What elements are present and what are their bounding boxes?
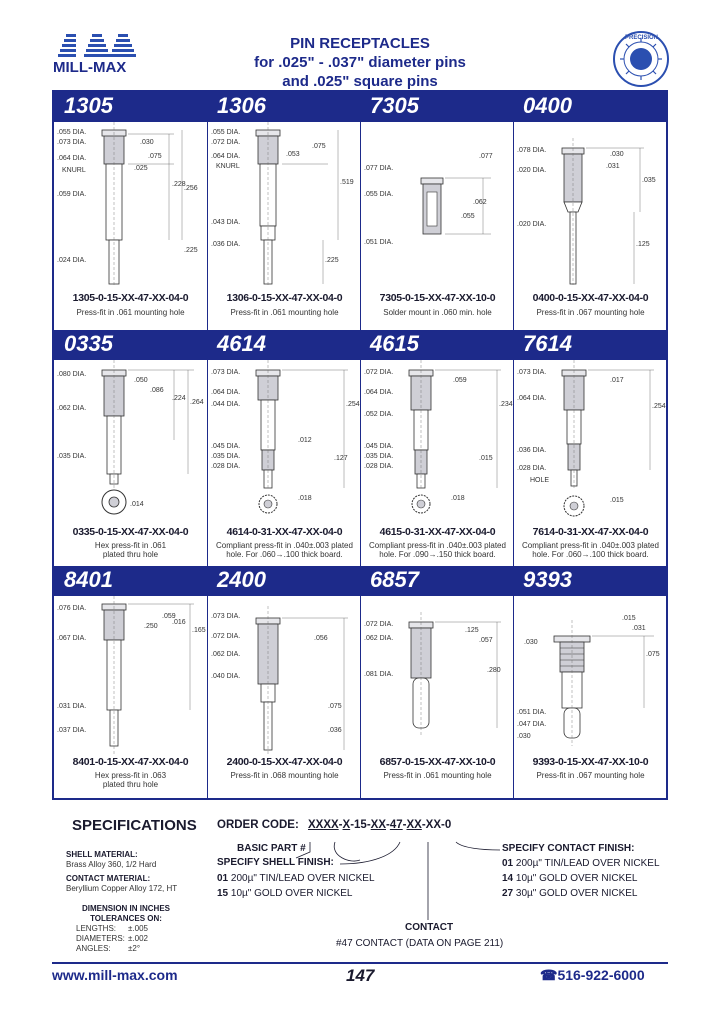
drawing-8401 (54, 596, 207, 759)
dim-label: .024 DIA. (57, 257, 87, 264)
series-label: 7614 (523, 331, 572, 356)
dim-label: .062 DIA. (364, 635, 394, 642)
dim-label: .045 DIA. (211, 443, 241, 450)
product-cell-1305 (54, 122, 207, 330)
dim-label: .040 DIA. (211, 673, 241, 680)
dim-label: .064 DIA. (211, 389, 241, 396)
dim-label: HOLE (530, 477, 550, 484)
series-label: 0335 (64, 331, 113, 356)
option-text: 200µ" TIN/LEAD OVER NICKEL (230, 873, 375, 884)
dim-label: .015 (610, 497, 624, 504)
code-part: 15 (354, 819, 367, 831)
dim-label: .020 DIA. (517, 221, 547, 228)
part-description: Press-fit in .061 mounting hole (230, 308, 339, 317)
option-code: 01 (502, 858, 514, 869)
dim-label: .015 (622, 615, 636, 622)
contact-option (502, 873, 637, 884)
option-text: 10µ" GOLD OVER NICKEL (515, 873, 638, 884)
option-text: 200µ" TIN/LEAD OVER NICKEL (515, 858, 660, 869)
code-part: XX (406, 819, 422, 831)
part-description-line: hole. For .060→.100 thick board. (532, 550, 649, 559)
series-label: 1306 (217, 93, 266, 118)
dim-label: .075 (646, 651, 660, 658)
contact-option (502, 858, 660, 869)
part-number: 0400-0-15-XX-47-XX-04-0 (532, 292, 649, 304)
precision-seal (612, 30, 670, 88)
dim-label: .062 DIA. (57, 405, 87, 412)
shell-material-label: SHELL MATERIAL: (66, 850, 138, 859)
option-code: 01 (217, 873, 229, 884)
series-label: 2400 (217, 567, 266, 592)
part-number: 7614-0-31-XX-47-XX-04-0 (532, 526, 649, 538)
dim-label: .165 (192, 627, 206, 634)
contact-note: #47 CONTACT (DATA ON PAGE 211) (336, 938, 504, 949)
dim-label: .078 DIA. (517, 147, 547, 154)
part-description: Press-fit in .068 mounting hole (230, 771, 339, 780)
dim-label: .043 DIA. (211, 219, 241, 226)
dim-label: .076 DIA. (57, 605, 87, 612)
dimension-label: DIMENSION IN INCHES (81, 904, 170, 913)
dim-label: .264 (190, 399, 204, 406)
option-code: 27 (502, 888, 514, 899)
part-description-line: Compliant press-fit in .040±.003 plated (216, 541, 353, 550)
dim-label: .075 (312, 143, 326, 150)
dim-label: .059 DIA. (57, 191, 87, 198)
dim-label: .051 DIA. (364, 239, 394, 246)
part-description-line: plated thru hole (102, 780, 159, 789)
shell-finish-label: SPECIFY SHELL FINISH: (217, 857, 334, 868)
specifications-heading: SPECIFICATIONS (72, 817, 197, 834)
mill-max-logo (52, 30, 164, 80)
dim-label: .073 DIA. (211, 613, 241, 620)
tolerance-name: LENGTHS: (76, 924, 117, 933)
code-part: -XX (421, 819, 442, 831)
dim-label: .055 DIA. (211, 129, 241, 136)
dim-label: .047 DIA. (517, 721, 547, 728)
dim-label: .254 (652, 403, 666, 410)
order-code-label: ORDER CODE: (217, 819, 299, 831)
dim-label: .016 (172, 619, 186, 626)
part-number: 7305-0-15-XX-47-XX-10-0 (379, 292, 496, 304)
product-cell-4615 (360, 360, 513, 566)
dim-label: .052 DIA. (364, 411, 394, 418)
part-description: Press-fit in .067 mounting hole (536, 771, 645, 780)
dim-label: .028 DIA. (364, 463, 394, 470)
title-line-3: and .025" square pins (282, 73, 438, 90)
product-cell-7305 (360, 122, 513, 330)
series-label: 0400 (523, 93, 572, 118)
drawing-4614 (208, 360, 361, 523)
drawing-9393 (514, 596, 667, 759)
product-cell-9393 (513, 596, 666, 798)
dim-label: .025 (134, 165, 148, 172)
code-sep: - (402, 819, 407, 831)
contact-heading: CONTACT (405, 922, 454, 933)
part-description-line: hole. For .090→.150 thick board. (379, 550, 496, 559)
dim-label: .015 (479, 455, 493, 462)
series-band-row-3 (54, 566, 666, 596)
tolerance-value: ±2° (128, 944, 141, 953)
drawing-7305 (361, 122, 514, 285)
series-label: 1305 (64, 93, 113, 118)
dim-label: .254 (346, 401, 360, 408)
dim-label: .036 DIA. (517, 447, 547, 454)
code-part: 47 (389, 819, 403, 831)
dim-label: .020 DIA. (517, 167, 547, 174)
dim-label: .056 (314, 635, 328, 642)
series-label: 9393 (523, 567, 572, 592)
drawing-4615 (361, 360, 514, 523)
dim-label: .062 DIA. (211, 651, 241, 658)
tolerance-name: DIAMETERS: (76, 934, 125, 943)
drawing-6857 (361, 596, 514, 759)
dim-label: .225 (184, 247, 198, 254)
code-part: XXXX (307, 819, 339, 831)
series-band-row-2 (54, 330, 666, 360)
dim-label: .018 (298, 495, 312, 502)
part-description: Press-fit in .061 mounting hole (383, 771, 492, 780)
dim-label: .030 (140, 139, 154, 146)
tolerance-name: ANGLES: (76, 944, 111, 953)
part-description: Solder mount in .060 min. hole (383, 308, 492, 317)
phone-number: ☎516-922-6000 (540, 967, 645, 983)
title-line-1: PIN RECEPTACLES (290, 35, 430, 52)
product-cell-4614 (207, 360, 360, 566)
option-text: 30µ" GOLD OVER NICKEL (515, 888, 638, 899)
part-number: 9393-0-15-XX-47-XX-10-0 (532, 756, 649, 768)
part-description-line: Hex press-fit in .063 (94, 771, 167, 780)
dim-label: .045 DIA. (364, 443, 394, 450)
dim-label: .036 DIA. (211, 241, 241, 248)
dim-label: .051 DIA. (517, 709, 547, 716)
part-description: Press-fit in .067 mounting hole (536, 308, 645, 317)
dim-label: .073 DIA. (211, 369, 241, 376)
dim-label: .073 DIA. (57, 139, 87, 146)
dim-label: .055 DIA. (57, 129, 87, 136)
dim-label: .057 (479, 637, 493, 644)
dim-label: .035 DIA. (364, 453, 394, 460)
dim-label: .077 DIA. (364, 165, 394, 172)
part-number: 8401-0-15-XX-47-XX-04-0 (72, 756, 189, 768)
dim-label: .030 (517, 733, 531, 740)
part-number: 2400-0-15-XX-47-XX-04-0 (226, 756, 343, 768)
dim-label: .031 DIA. (57, 703, 87, 710)
dim-label: .234 (499, 401, 513, 408)
code-part: 0 (444, 819, 452, 831)
dim-label: .250 (144, 623, 158, 630)
series-label: 4614 (217, 331, 266, 356)
dim-label: KNURL (216, 163, 240, 170)
dim-label: .127 (334, 455, 348, 462)
dim-label: .055 (461, 213, 475, 220)
series-label: 8401 (64, 567, 113, 592)
dim-label: .062 (473, 199, 487, 206)
drawing-7614 (514, 360, 667, 523)
dim-label: .086 (150, 387, 164, 394)
dim-label: .072 DIA. (211, 633, 241, 640)
option-code: 15 (217, 888, 229, 899)
dim-label: .280 (487, 667, 501, 674)
dim-label: .256 (184, 185, 198, 192)
dim-label: .050 (134, 377, 148, 384)
dim-label: .055 DIA. (364, 191, 394, 198)
basic-part-label: BASIC PART # (237, 843, 306, 854)
product-cell-0335 (54, 360, 207, 566)
product-cell-7614 (513, 360, 666, 566)
drawing-1306 (208, 122, 361, 285)
dim-label: .072 DIA. (364, 621, 394, 628)
dim-label: .028 DIA. (517, 465, 547, 472)
code-part: XX (370, 819, 387, 831)
dim-label: .228 (172, 181, 186, 188)
dim-label: .064 DIA. (364, 389, 394, 396)
part-number: 4615-0-31-XX-47-XX-04-0 (379, 526, 496, 538)
dim-label: .064 DIA. (517, 395, 547, 402)
dim-label: .035 DIA. (211, 453, 241, 460)
logo-graphic (52, 30, 164, 80)
shell-option (217, 888, 352, 899)
series-label: 4615 (370, 331, 419, 356)
tolerance-value: ±.005 (128, 924, 148, 933)
dim-label: .031 (632, 625, 646, 632)
part-number: 1306-0-15-XX-47-XX-04-0 (226, 292, 343, 304)
product-cell-2400 (207, 596, 360, 798)
shell-material (66, 850, 156, 870)
dim-label: .075 (328, 703, 342, 710)
website-link[interactable]: www.mill-max.com (52, 967, 178, 983)
title-line-2: for .025" - .037" diameter pins (254, 54, 466, 71)
dim-label: .519 (340, 179, 354, 186)
dim-label: .017 (610, 377, 624, 384)
product-grid (52, 90, 668, 800)
drawing-2400 (208, 596, 361, 759)
code-sep: - (441, 819, 445, 831)
option-code: 14 (502, 873, 514, 884)
product-cell-1306 (207, 122, 360, 330)
tolerances (66, 904, 186, 954)
part-description: Press-fit in .061 mounting hole (76, 308, 185, 317)
part-number: 6857-0-15-XX-47-XX-10-0 (379, 756, 496, 768)
dim-label: .075 (148, 153, 162, 160)
drawing-1305 (54, 122, 207, 285)
dim-label: .125 (636, 241, 650, 248)
part-description-line: Compliant press-fit in .040±.003 plated (522, 541, 659, 550)
part-number: 0335-0-15-XX-47-XX-04-0 (72, 526, 189, 538)
series-label: 7305 (370, 93, 419, 118)
dim-label: .080 DIA. (57, 371, 87, 378)
drawing-0400 (514, 122, 667, 285)
dim-label: .081 DIA. (364, 671, 394, 678)
part-description-line: hole. For .060→.100 thick board. (226, 550, 343, 559)
code-sep: - (338, 819, 343, 831)
product-cell-6857 (360, 596, 513, 798)
code-sep: - (350, 819, 355, 831)
dim-label: .014 (130, 501, 144, 508)
shell-option (217, 873, 375, 884)
footer-rule (52, 962, 668, 964)
contact-option (502, 888, 637, 899)
product-cell-0400 (513, 122, 666, 330)
logo-wordmark: MILL-MAX (53, 59, 127, 76)
dim-label: .028 DIA. (211, 463, 241, 470)
dim-label: .224 (172, 395, 186, 402)
seal-text: PRECISION (625, 35, 659, 41)
option-text: 10µ" GOLD OVER NICKEL (230, 888, 353, 899)
code-sep: - (386, 819, 390, 831)
dim-label: .059 (162, 613, 176, 620)
dim-label: .037 DIA. (57, 727, 87, 734)
page-number: 147 (346, 966, 375, 985)
dim-label: .067 DIA. (57, 635, 87, 642)
code-part: X (342, 819, 351, 831)
dim-label: .064 DIA. (211, 153, 241, 160)
drawing-0335 (54, 360, 207, 523)
dim-label: .064 DIA. (57, 155, 87, 162)
shell-material-value: Brass Alloy 360, 1/2 Hard (66, 860, 157, 869)
contact-material (66, 874, 177, 894)
tolerance-value: ±.002 (128, 934, 148, 943)
dim-label: .053 (286, 151, 300, 158)
part-number: 4614-0-31-XX-47-XX-04-0 (226, 526, 343, 538)
contact-material-value: Beryllium Copper Alloy 172, HT (66, 884, 178, 893)
dim-label: .125 (465, 627, 479, 634)
contact-finish-label: SPECIFY CONTACT FINISH: (502, 843, 635, 854)
dim-label: .035 DIA. (57, 453, 87, 460)
dim-label: .072 DIA. (211, 139, 241, 146)
dim-label: .044 DIA. (211, 401, 241, 408)
dim-label: KNURL (62, 167, 86, 174)
dim-label: .072 DIA. (364, 369, 394, 376)
dim-label: .036 (328, 727, 342, 734)
series-label: 6857 (370, 567, 419, 592)
part-description-line: plated thru hole (102, 550, 159, 559)
dim-label: .059 (453, 377, 467, 384)
part-description-line: Compliant press-fit in .040±.003 plated (369, 541, 506, 550)
dim-label: .018 (451, 495, 465, 502)
code-sep: - (366, 819, 371, 831)
dim-label: .030 (524, 639, 538, 646)
dim-label: .031 (606, 163, 620, 170)
tolerances-label: TOLERANCES ON: (90, 914, 162, 923)
dim-label: .225 (325, 257, 339, 264)
product-cell-8401 (54, 596, 207, 798)
dim-label: .035 (642, 177, 656, 184)
dim-label: .073 DIA. (517, 369, 547, 376)
part-number: 1305-0-15-XX-47-XX-04-0 (72, 292, 189, 304)
dim-label: .012 (298, 437, 312, 444)
dim-label: .030 (610, 151, 624, 158)
page-title (200, 34, 520, 91)
series-band-row-1 (54, 92, 666, 122)
part-description-line: Hex press-fit in .061 (94, 541, 167, 550)
dim-label: .077 (479, 153, 493, 160)
contact-material-label: CONTACT MATERIAL: (66, 874, 151, 883)
